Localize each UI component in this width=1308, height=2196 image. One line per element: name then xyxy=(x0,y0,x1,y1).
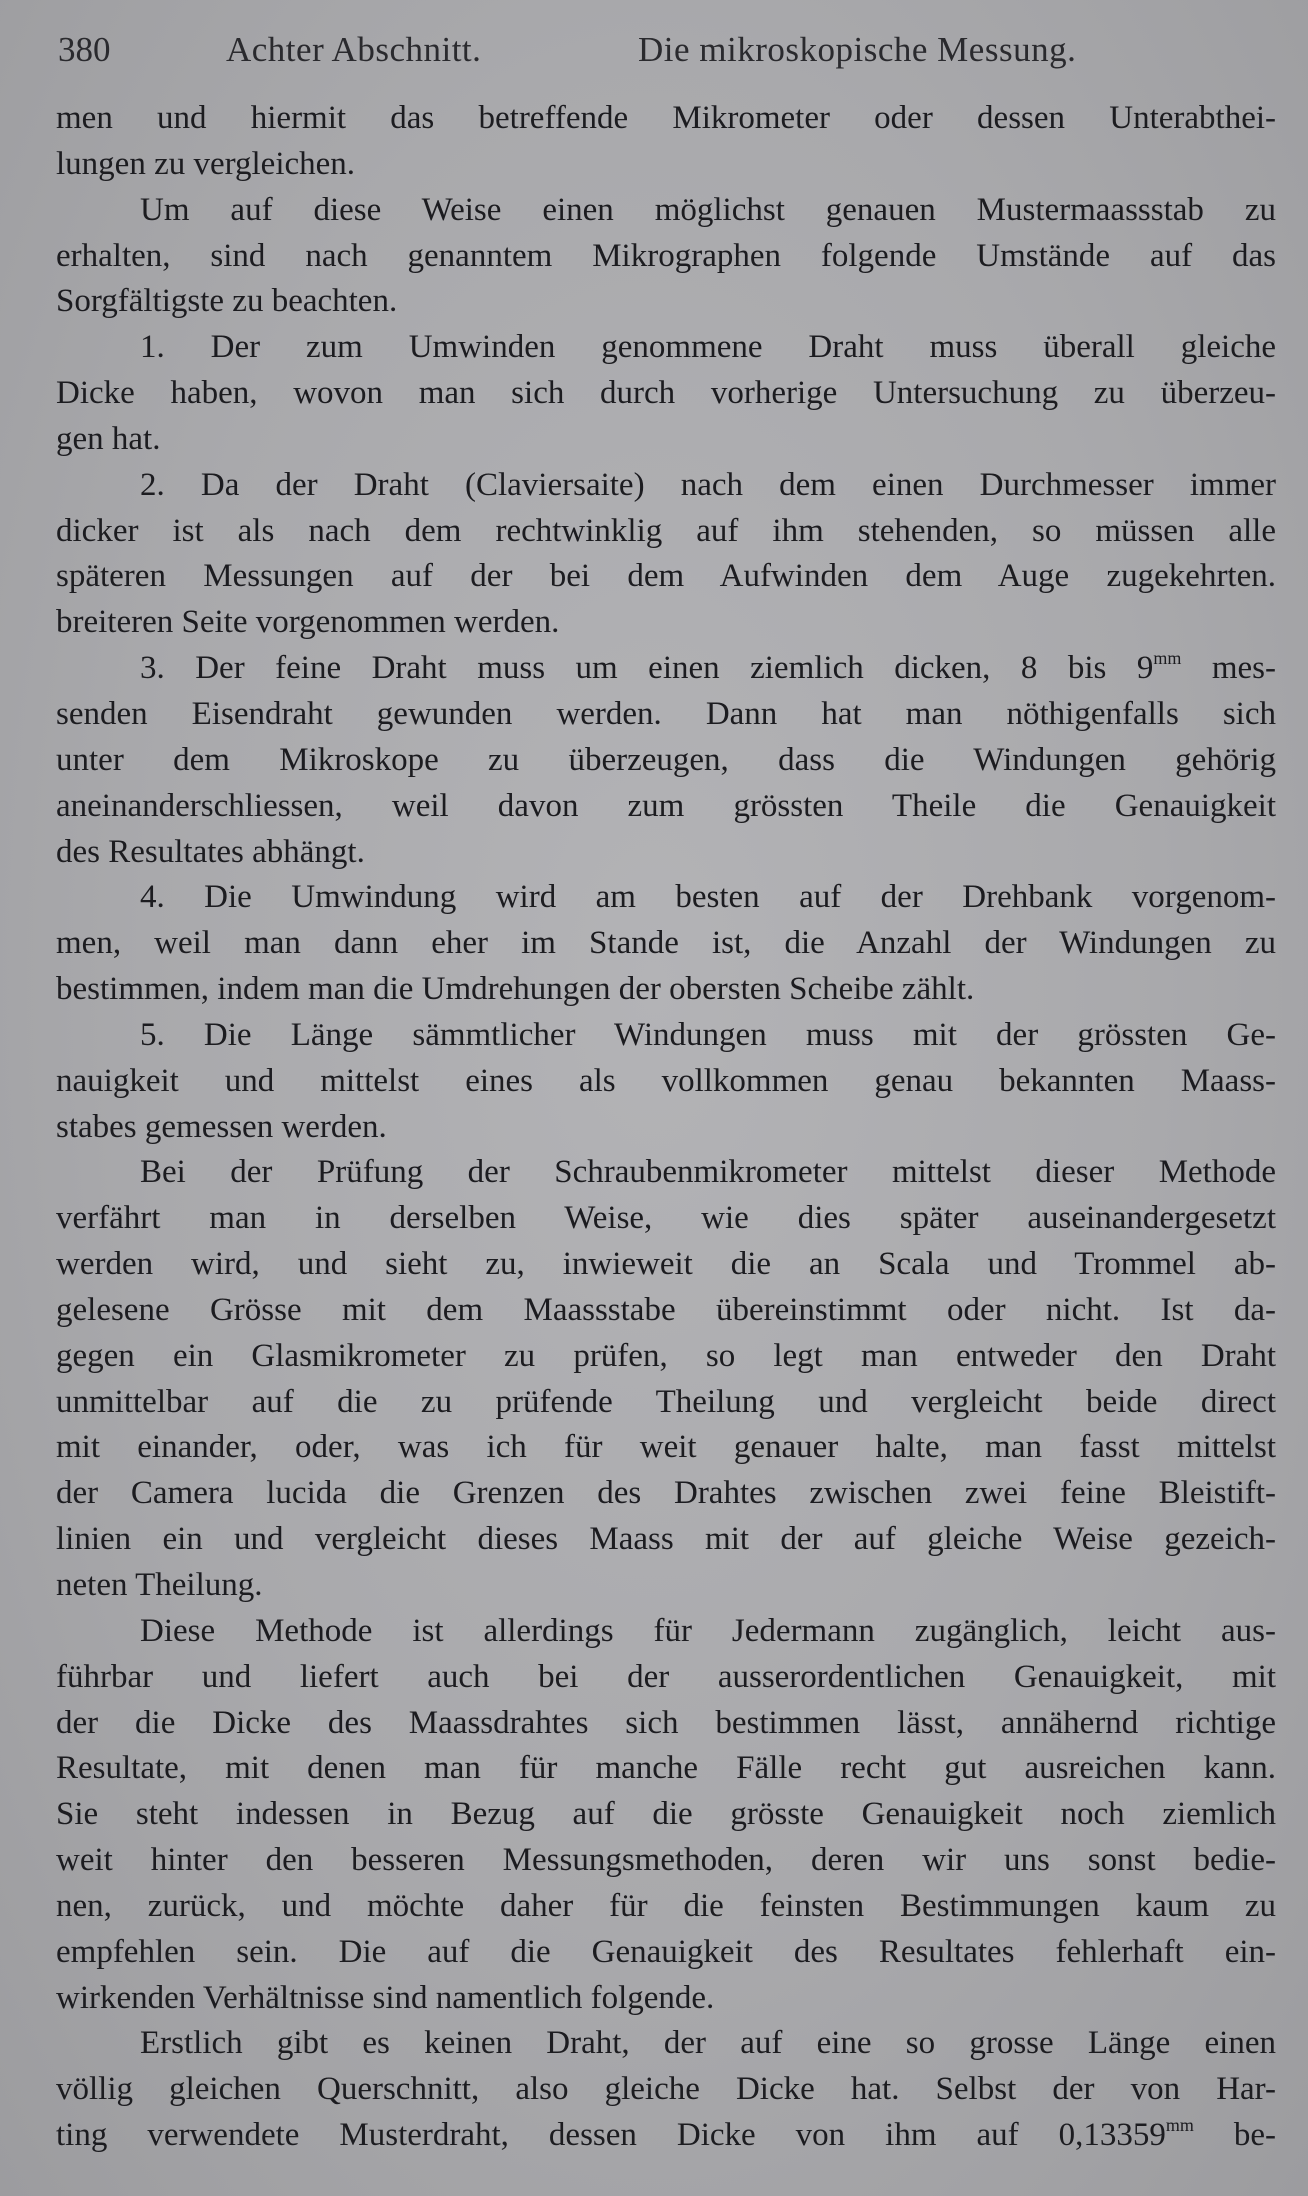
text-line xyxy=(56,1242,1276,1288)
text-line xyxy=(56,325,1276,371)
text-line-content: Sie steht indessen in Bezug auf die grösste Genauigkeit noch ziemlich xyxy=(56,1796,1276,1833)
section-title: Die mikroskopische Messung. xyxy=(638,30,1077,69)
text-line xyxy=(56,1563,1276,1609)
text-line-content: stabes gemessen werden. xyxy=(56,1108,387,1145)
text-line xyxy=(56,1471,1276,1517)
text-line xyxy=(56,2021,1276,2067)
text-line-content: Dicke haben, wovon man sich durch vorherige Untersuchung zu überzeu- xyxy=(56,375,1276,412)
text-line xyxy=(56,554,1276,600)
text-line xyxy=(56,1380,1276,1426)
text-line xyxy=(56,738,1276,784)
text-line-content: bestimmen, indem man die Umdrehungen der obersten Scheibe zählt. xyxy=(56,971,975,1008)
text-line xyxy=(56,1976,1276,2022)
text-line-tail: be- xyxy=(1193,2117,1276,2154)
text-line-content: weit hinter den besseren Messungsmethoden, deren wir uns sonst bedie- xyxy=(56,1842,1276,1879)
text-line-content: werden wird, und sieht zu, inwieweit die an Scala und Trommel ab- xyxy=(56,1246,1276,1283)
text-line xyxy=(56,1150,1276,1196)
text-line-content: verfährt man in derselben Weise, wie dies später auseinandergesetzt xyxy=(56,1200,1276,1237)
text-line-content: nen, zurück, und möchte daher für die feinsten Bestimmungen kaum zu xyxy=(56,1887,1276,1924)
text-line xyxy=(56,784,1276,830)
text-line xyxy=(56,1838,1276,1884)
text-line-content: 2. Da der Draht (Claviersaite) nach dem einen Durchmesser immer xyxy=(140,466,1276,503)
text-line xyxy=(56,417,1276,463)
text-line xyxy=(56,463,1276,509)
text-line-content: Sorgfältigste zu beachten. xyxy=(56,283,398,320)
text-line-content: ting verwendete Musterdraht, dessen Dicke von ihm auf 0,13359 xyxy=(56,2117,1166,2154)
text-line xyxy=(56,1334,1276,1380)
text-line xyxy=(56,600,1276,646)
text-line-content: gegen ein Glasmikrometer zu prüfen, so legt man entweder den Draht xyxy=(56,1337,1276,1374)
text-line xyxy=(56,1746,1276,1792)
text-line xyxy=(56,2067,1276,2113)
text-line-content: lungen zu vergleichen. xyxy=(56,145,356,182)
text-line-content: empfehlen sein. Die auf die Genauigkeit des Resultates fehlerhaft ein- xyxy=(56,1933,1276,1970)
text-line-content: Um auf diese Weise einen möglichst genauen Mustermaassstab zu xyxy=(140,191,1276,228)
text-line xyxy=(56,142,1276,188)
text-line xyxy=(56,509,1276,555)
text-line xyxy=(56,1196,1276,1242)
text-line-content: 1. Der zum Umwinden genommene Draht muss überall gleiche xyxy=(140,329,1276,366)
text-line-content: unter dem Mikroskope zu überzeugen, dass die Windungen gehörig xyxy=(56,741,1276,778)
text-line xyxy=(56,1930,1276,1976)
text-line-content: nauigkeit und mittelst eines als vollkommen genau bekannten Maass- xyxy=(56,1062,1276,1099)
text-line-content: unmittelbar auf die zu prüfende Theilung und vergleicht beide direct xyxy=(56,1383,1276,1420)
text-line-content: Diese Methode ist allerdings für Jedermann zugänglich, leicht aus- xyxy=(140,1612,1276,1649)
text-line-tail: mes- xyxy=(1181,650,1276,687)
text-line-content: späteren Messungen auf der bei dem Aufwinden dem Auge zugekehrten. xyxy=(56,558,1276,595)
text-line xyxy=(56,1105,1276,1151)
text-line-content: führbar und liefert auch bei der ausserordentlichen Genauigkeit, mit xyxy=(56,1658,1276,1695)
chapter-heading: Achter Abschnitt. xyxy=(226,30,482,69)
text-line-content: Bei der Prüfung der Schraubenmikrometer mittelst dieser Methode xyxy=(140,1154,1276,1191)
text-line xyxy=(56,875,1276,921)
text-line xyxy=(56,1655,1276,1701)
text-line-content: völlig gleichen Querschnitt, also gleiche Dicke hat. Selbst der von Har- xyxy=(56,2071,1276,2108)
text-line-content: der Camera lucida die Grenzen des Drahtes zwischen zwei feine Bleistift- xyxy=(56,1475,1276,1512)
text-line-content: senden Eisendraht gewunden werden. Dann hat man nöthigenfalls sich xyxy=(56,695,1276,732)
text-line-content: dicker ist als nach dem rechtwinklig auf ihm stehenden, so müssen alle xyxy=(56,512,1276,549)
text-line xyxy=(56,1701,1276,1747)
text-line xyxy=(56,279,1276,325)
text-line xyxy=(56,1609,1276,1655)
text-line-content: des Resultates abhängt. xyxy=(56,833,365,870)
text-line xyxy=(56,692,1276,738)
unit-superscript: mm xyxy=(1165,2115,1194,2136)
text-line-content: mit einander, oder, was ich für weit genauer halte, man fasst mittelst xyxy=(56,1429,1276,1466)
text-line xyxy=(56,1425,1276,1471)
text-line xyxy=(56,1013,1276,1059)
text-line xyxy=(56,371,1276,417)
body-text xyxy=(56,96,1276,2159)
text-line-content: erhalten, sind nach genanntem Mikrographen folgende Umstände auf das xyxy=(56,237,1276,274)
text-line xyxy=(56,2113,1276,2159)
text-line-content: men, weil man dann eher im Stande ist, die Anzahl der Windungen zu xyxy=(56,925,1276,962)
text-line-content: 3. Der feine Draht muss um einen ziemlich dicken, 8 bis 9 xyxy=(140,650,1154,687)
text-line-content: aneinanderschliessen, weil davon zum grössten Theile die Genauigkeit xyxy=(56,787,1276,824)
text-line-content: wirkenden Verhältnisse sind namentlich folgende. xyxy=(56,1979,715,2016)
unit-superscript: mm xyxy=(1153,648,1182,669)
running-header xyxy=(58,22,1268,78)
text-line xyxy=(56,921,1276,967)
text-line xyxy=(56,967,1276,1013)
text-line xyxy=(56,830,1276,876)
text-line xyxy=(56,1884,1276,1930)
text-line-content: Erstlich gibt es keinen Draht, der auf eine so grosse Länge einen xyxy=(140,2025,1276,2062)
text-line-content: gen hat. xyxy=(56,420,161,457)
text-line-content: der die Dicke des Maassdrahtes sich bestimmen lässt, annähernd richtige xyxy=(56,1704,1276,1741)
text-line xyxy=(56,1059,1276,1105)
text-line-content: gelesene Grösse mit dem Maassstabe übereinstimmt oder nicht. Ist da- xyxy=(56,1291,1276,1328)
text-line-content: 4. Die Umwindung wird am besten auf der Drehbank vorgenom- xyxy=(140,879,1276,916)
text-line-content: breiteren Seite vorgenommen werden. xyxy=(56,604,560,641)
text-line-content: 5. Die Länge sämmtlicher Windungen muss mit der grössten Ge- xyxy=(140,1016,1276,1053)
text-line xyxy=(56,188,1276,234)
text-line xyxy=(56,96,1276,142)
text-line-content: neten Theilung. xyxy=(56,1567,263,1603)
text-line-content: men und hiermit das betreffende Mikrometer oder dessen Unterabthei- xyxy=(56,100,1276,136)
text-line xyxy=(56,646,1276,692)
text-line xyxy=(56,1792,1276,1838)
text-line-content: linien ein und vergleicht dieses Maass mit der auf gleiche Weise gezeich- xyxy=(56,1521,1276,1558)
text-line xyxy=(56,1288,1276,1334)
text-line-content: Resultate, mit denen man für manche Fälle recht gut ausreichen kann. xyxy=(56,1750,1276,1787)
text-line xyxy=(56,1517,1276,1563)
page-number: 380 xyxy=(58,30,111,69)
text-line xyxy=(56,234,1276,280)
